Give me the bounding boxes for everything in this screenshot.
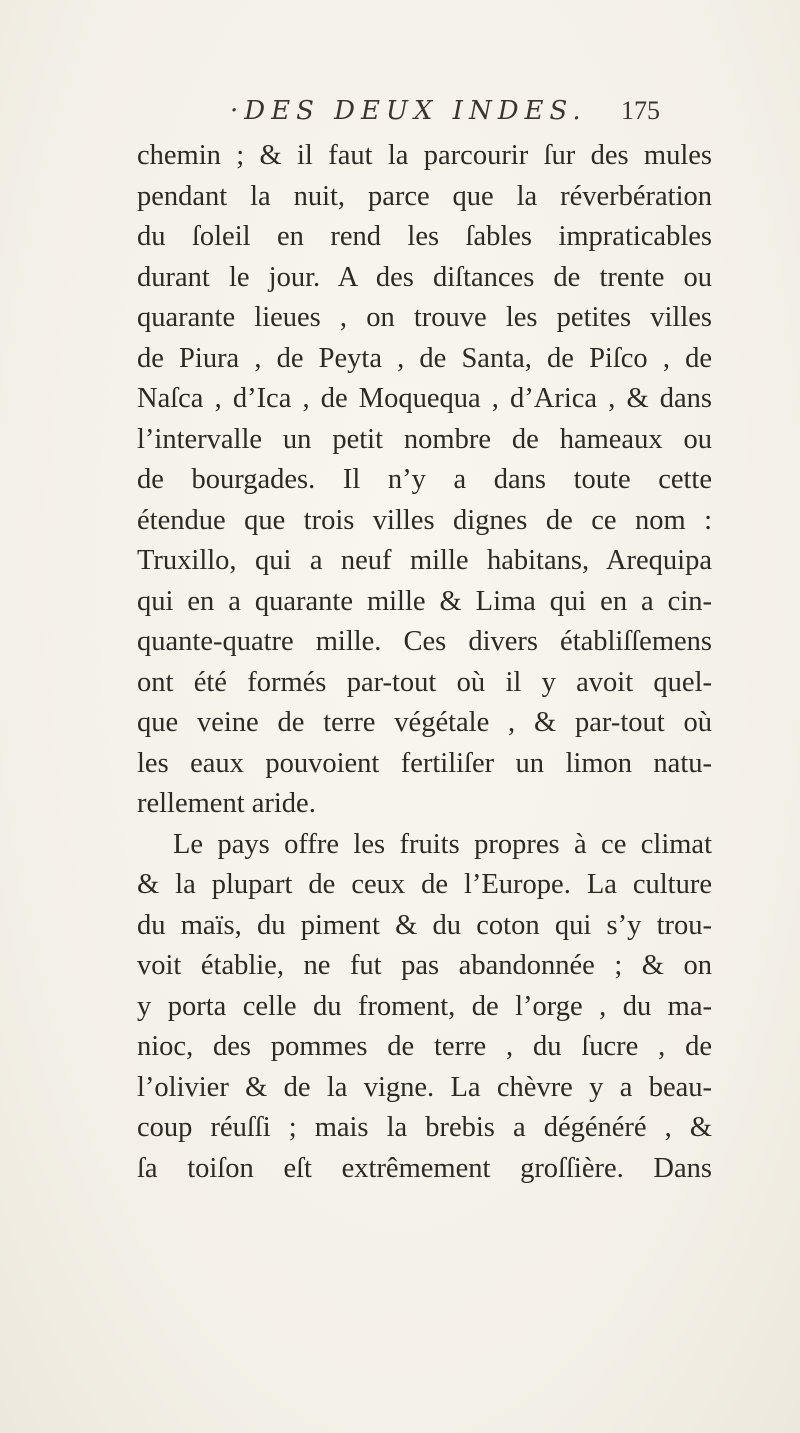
text-line: de bourgades. Il n’y a dans toute cette [137, 464, 712, 495]
text-line: & la plupart de ceux de l’Europe. La culture [137, 869, 712, 900]
text-line: voit établie, ne fut pas abandonnée ; & on [137, 950, 712, 981]
text-line: durant le jour. A des diſtances de trente ou [137, 261, 712, 293]
text-line: chemin ; & il faut la parcourir ſur des mules [137, 140, 712, 171]
text-line: rellement aride. [137, 788, 316, 819]
text-line: ſa toiſon eſt extrêmement groſſière. Dans [137, 1152, 712, 1184]
text-line: Truxillo, qui a neuf mille habitans, Arequipa [137, 545, 712, 576]
text-line: quante-quatre mille. Ces divers établiſſemens [137, 626, 712, 657]
text-line: Naſca , d’Ica , de Moquequa , d’Arica , & dans [137, 383, 712, 414]
text-line: du maïs, du piment & du coton qui s’y trou- [137, 909, 712, 941]
text-line: nioc, des pommes de terre , du ſucre , de [137, 1031, 712, 1062]
body-text [137, 136, 712, 1189]
text-line: coup réuſſi ; mais la brebis a dégénéré , & [137, 1112, 712, 1143]
text-line: qui en a quarante mille & Lima qui en a cin- [137, 585, 712, 617]
text-line-paragraph-start: Le pays offre les fruits propres à ce climat [173, 828, 712, 860]
text-line: pendant la nuit, parce que la réverbération [137, 180, 712, 212]
text-line: que veine de terre végétale , & par-tout où [137, 707, 712, 738]
text-line: ont été formés par-tout où il y avoit quel- [137, 666, 712, 698]
text-line: y porta celle du froment, de l’orge , du ma- [137, 990, 712, 1022]
page-number: 175 [621, 96, 660, 125]
running-title: ·DES DEUX INDES. [230, 96, 587, 126]
text-line: l’olivier & de la vigne. La chèvre y a beau- [137, 1071, 712, 1103]
text-line: l’intervalle un petit nombre de hameaux ou [137, 423, 712, 455]
text-line: les eaux pouvoient fertiliſer un limon natu- [137, 747, 712, 779]
text-line: du ſoleil en rend les ſables impraticables [137, 221, 712, 252]
running-header [230, 96, 660, 130]
text-line: étendue que trois villes dignes de ce nom : [137, 504, 712, 536]
text-line: de Piura , de Peyta , de Santa, de Piſco , de [137, 342, 712, 374]
text-line: quarante lieues , on trouve les petites villes [137, 302, 712, 333]
